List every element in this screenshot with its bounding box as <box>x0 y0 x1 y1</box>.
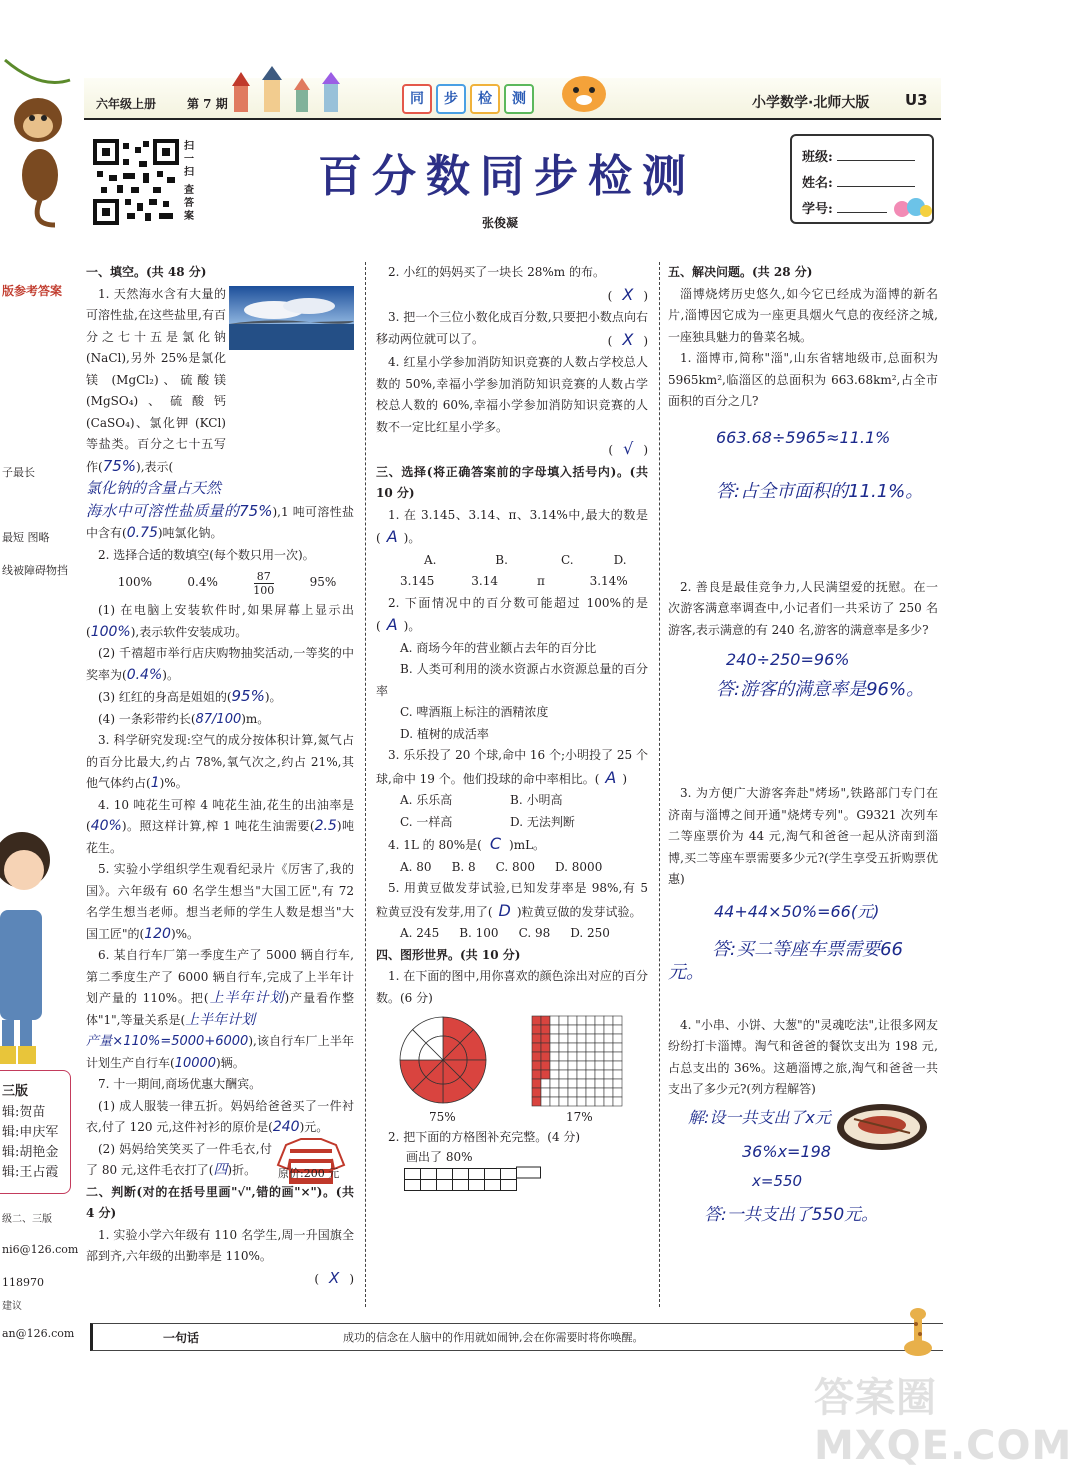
grid-cell <box>595 1052 604 1061</box>
cartoon-icon <box>892 194 932 220</box>
handwritten-answer: 答:游客的满意率是96%。 <box>716 679 925 700</box>
handwritten-answer: X <box>329 1268 340 1287</box>
choice-option: D. 植树的成活率 <box>400 726 489 741</box>
question-text: 3. 把一个三位小数化成百分数,只要把小数点向右移动两位就可以了。 <box>376 310 648 346</box>
handwritten-answer: 产量×110%=5000+6000 <box>86 1034 249 1049</box>
grid-cell <box>568 1043 577 1052</box>
grid-cell <box>613 1097 622 1106</box>
question-text: 1. 实验小学六年级有 110 名学生,周一升国旗全部到齐,六年级的出勤率是 110%。 <box>86 1227 354 1263</box>
handwritten-answer: 44+44×50%=66(元) <box>714 901 880 921</box>
strip-edition: 三版 <box>2 1084 29 1099</box>
grade-label: 六年级上册 <box>96 97 157 111</box>
grid-cell <box>550 1025 559 1034</box>
grid-cell <box>532 1061 541 1070</box>
grid-cell <box>586 1034 595 1043</box>
class-label: 班级: <box>802 150 833 165</box>
grid-cell <box>604 1016 613 1025</box>
grid-cell <box>532 1088 541 1097</box>
grid-cell <box>550 1079 559 1088</box>
choice-option: C. 啤酒瓶上标注的酒精浓度 <box>400 705 549 719</box>
problem-text: 1. 淄博市,简称"淄",山东省辖地级市,总面积为 5965km²,临淄区的总面积为 663.68km²,占全市面积的百分之几? <box>668 351 938 408</box>
grid-cell <box>532 1052 541 1061</box>
handwritten-answer: 答:占全市面积的11.1%。 <box>716 480 924 502</box>
grid-cell <box>532 1034 541 1043</box>
grid-cell <box>541 1061 550 1070</box>
grid-cell <box>550 1061 559 1070</box>
section-heading: 五、解决问题。(共 28 分) <box>668 265 813 279</box>
question-text: (3) 红红的身高是姐姐的(95%)。 <box>98 687 282 705</box>
grid-cell <box>595 1097 604 1106</box>
section-heading: 三、选择(将正确答案前的字母填入括号内)。(共 10 分) <box>376 464 648 500</box>
question-text: 1. 在 3.145、3.14、π、3.14%中,最大的数是( A )。 <box>376 507 648 546</box>
header-tile: 测 <box>504 84 534 114</box>
grid-cell <box>541 1052 550 1061</box>
issue-label: 第 7 期 <box>187 97 228 111</box>
choice-options: A. 245 B. 100 C. 98 D. 250 <box>400 926 610 940</box>
question-text: 1. 在下面的图中,用你喜欢的颜色涂出对应的百分数。(6 分) <box>376 969 648 1005</box>
grid-cell <box>604 1097 613 1106</box>
grid-cell <box>604 1061 613 1070</box>
choice-option: A. 商场今年的营业额占去年的百分比 <box>400 640 597 655</box>
grid-cell <box>613 1034 622 1043</box>
handwritten-answer: 663.68÷5965≈11.1% <box>716 427 891 447</box>
bbq-photo <box>836 1103 928 1151</box>
question-text: 3. 乐乐投了 20 个球,命中 16 个;小明投了 25 个球,命中 19 个。他们投球的命中率相比。( A ) <box>376 748 648 787</box>
strip-answers-title: 版参考答案 <box>2 284 63 298</box>
grid-cell <box>595 1016 604 1025</box>
grid-cell <box>568 1061 577 1070</box>
grid-cell <box>559 1061 568 1070</box>
handwritten-answer: 36%x=198 <box>742 1141 831 1161</box>
grid-cell <box>532 1016 541 1025</box>
grid-cell <box>613 1079 622 1088</box>
handwritten-answer: 10000 <box>174 1055 217 1071</box>
grid-cell <box>604 1043 613 1052</box>
grid-cell <box>541 1034 550 1043</box>
grid-cell <box>595 1079 604 1088</box>
figure-area <box>376 1009 648 1127</box>
grid-cell <box>541 1016 550 1025</box>
grid-cell <box>577 1097 586 1106</box>
grid-cell <box>604 1025 613 1034</box>
grid-cell <box>568 1034 577 1043</box>
handwritten-answer: 答:买二等座车票需要66元。 <box>668 938 903 983</box>
shaded-grid <box>531 1015 623 1107</box>
footer-label: 一句话 <box>163 1331 200 1345</box>
question-text: 4. 红星小学参加消防知识竞赛的人数占学校总人数的 50%,幸福小学参加消防知识竞赛的人数占学校总人数的 60%,幸福小学参加消防知识竞赛的人数不一定比红星小学多。 <box>376 355 648 434</box>
grid-cell <box>541 1097 550 1106</box>
grid-cell <box>550 1016 559 1025</box>
column-3 <box>668 262 938 1241</box>
intro-text: 淄博烧烤历史悠久,如今它已经成为淄博的新名片,淄博因它成为一座更具烟火气息的夜经济之城,一座独具魅力的鲁菜名城。 <box>668 286 938 344</box>
handwritten-answer: 答:一共支出了550元。 <box>704 1204 879 1225</box>
grid-cell <box>559 1070 568 1079</box>
monkey-illustration <box>0 60 78 230</box>
grid-cell <box>577 1079 586 1088</box>
grid-cell <box>532 1070 541 1079</box>
grid-cell <box>604 1052 613 1061</box>
footer-quote: 成功的信念在人脑中的作用就如闹钟,会在你需要时将你唤醒。 <box>343 1331 644 1344</box>
question-text: 4. 1L 的 80%是( C )mL。 <box>388 834 546 853</box>
header-tile: 步 <box>436 84 466 114</box>
question-text: 4. 10 吨花生可榨 4 吨花生油,花生的出油率是(40%)。照这样计算,榨 1 吨花生油需要(2.5)吨花生。 <box>86 797 354 855</box>
sweater-price: 原价:200 元 <box>278 1166 340 1180</box>
grid-drawing <box>404 1168 554 1192</box>
grid-cell <box>541 1043 550 1052</box>
grid-cell <box>586 1070 595 1079</box>
shaded-circle <box>398 1015 488 1105</box>
header-tile: 检 <box>470 84 500 114</box>
grid-cell <box>568 1079 577 1088</box>
problem-text: 2. 善良是最佳竞争力,人民满望爱的抚慰。在一次游客满意率调查中,小记者们一共采访了 250 名游客,表示满意的有 240 名,游客的满意率是多少? <box>668 579 938 637</box>
choice-options: A. 3.145 B. 3.14 C. π D. 3.14% <box>400 552 628 588</box>
strip-phone: 118970 <box>2 1276 44 1289</box>
question-text: (4) 一条彩带约长(87/100)m。 <box>98 711 270 727</box>
grid-cell <box>559 1052 568 1061</box>
handwritten-answer: 240÷250=96% <box>726 650 850 669</box>
grid-cell <box>613 1052 622 1061</box>
question-text: 1. 天然海水含有大量的可溶性盐,在这些盐里,有百分之七十五是氯化钠 (NaCl),另外 25%是氯化镁 (MgCl₂)、硫酸镁 (MgSO₄)、硫酸钙 (CaSO₄)、氯化钾 (KCl) 等盐类。百分之七十五写作(75%),表示( <box>86 286 226 475</box>
grid-cell <box>604 1088 613 1097</box>
grid-figure <box>376 1149 648 1193</box>
grid-cell <box>577 1043 586 1052</box>
handwritten-answer: 海水中可溶性盐质量的75% <box>86 501 273 520</box>
grid-cell <box>541 1070 550 1079</box>
grid-cell <box>595 1043 604 1052</box>
grid-cell <box>550 1070 559 1079</box>
grid-cell <box>604 1034 613 1043</box>
strip-text: 级二、三版 <box>2 1214 52 1225</box>
student-info-box <box>790 134 934 224</box>
grid-cell <box>559 1016 568 1025</box>
grid-cell <box>577 1016 586 1025</box>
strip-text: 最短 图略 <box>2 531 50 544</box>
grid-cell <box>550 1034 559 1043</box>
author: 张俊凝 <box>481 216 518 230</box>
grid-cell <box>559 1079 568 1088</box>
choice-options: A. 80 B. 8 C. 800 D. 8000 <box>400 859 603 874</box>
grid-cell <box>586 1025 595 1034</box>
grid-cell <box>613 1070 622 1079</box>
grid-cell <box>559 1034 568 1043</box>
question-text: 2. 把下面的方格图补充完整。(4 分) <box>388 1130 581 1144</box>
grid-cell <box>586 1079 595 1088</box>
grid-cell <box>532 1097 541 1106</box>
grid-cell <box>559 1088 568 1097</box>
grid-cell <box>532 1043 541 1052</box>
grid-cell <box>559 1025 568 1034</box>
grid-cell <box>595 1088 604 1097</box>
strip-editor: 辑:申庆军 <box>2 1125 59 1140</box>
strip-editor: 辑:胡艳金 <box>2 1145 59 1160</box>
grid-cell <box>541 1025 550 1034</box>
grid-cell <box>595 1070 604 1079</box>
sea-photo <box>229 286 354 350</box>
figure-label: 17% <box>566 1110 593 1124</box>
figure-label: 75% <box>429 1110 456 1124</box>
footer-bar <box>90 1323 943 1351</box>
grid-cell <box>559 1097 568 1106</box>
page-number: U3 <box>905 91 928 109</box>
section-heading: 四、图形世界。(共 10 分) <box>376 947 521 962</box>
problem-text: 4. "小串、小饼、大葱"的"灵魂吃法",让很多网友纷纷打卡淄博。淘气和爸爸的餐饮支出为 198 元,占总支出的 36%。这趟淄博之旅,淘气和爸爸一共支出了多少元?(列方程解答) <box>668 1017 938 1096</box>
grid-cell <box>568 1097 577 1106</box>
grid-cell <box>550 1052 559 1061</box>
question-text: 5. 用黄豆做发芽试验,已知发芽率是 98%,有 5 粒黄豆没有发芽,用了( D )粒黄豆做的发芽试验。 <box>376 881 648 920</box>
giraffe-illustration <box>898 1306 938 1358</box>
class-field[interactable] <box>837 160 915 161</box>
question-text: 2. 选择合适的数填空(每个数只用一次)。 <box>98 547 315 562</box>
grid-cell <box>577 1025 586 1034</box>
strip-text: 建议 <box>2 1301 22 1312</box>
handwritten-answer: 氯化钠的含量占天然 <box>86 479 222 497</box>
qr-caption: 查答案 <box>184 185 194 222</box>
question-text: 7. 十一期间,商场优惠大酬宾。 <box>98 1077 262 1091</box>
watermark: 答案圈 MXQE.COM <box>814 1375 1072 1469</box>
qr-code <box>93 139 179 225</box>
section-heading: 二、判断(对的在括号里画"√",错的画"×")。(共 4 分) <box>86 1184 354 1220</box>
girl-illustration <box>0 820 78 1070</box>
subject-label: 小学数学·北师大版 <box>752 95 870 111</box>
grid-cell <box>568 1070 577 1079</box>
handwritten-answer: 0.75 <box>126 525 158 541</box>
question-text: (1) 成人服装一律五折。妈妈给爸爸买了一件衬衣,付了 120 元,这件衬衫的原价是(240)元。 <box>86 1098 354 1135</box>
handwritten-answer: X <box>622 284 634 304</box>
header-tile: 同 <box>402 84 432 114</box>
tiger-illustration <box>554 70 614 116</box>
grid-cell <box>577 1052 586 1061</box>
grid-cell <box>559 1043 568 1052</box>
question-text: 2. 小红的妈妈买了一块长 28%m 的布。 <box>388 265 605 279</box>
grid-label: 画出了 80% <box>406 1149 473 1164</box>
handwritten-answer: x=550 <box>752 1171 803 1190</box>
answer-area <box>668 1101 938 1241</box>
choice-options: A. 乐乐高 B. 小明高 C. 一样高 D. 无法判断 <box>400 793 575 829</box>
grid-cell <box>613 1061 622 1070</box>
grid-cell <box>568 1088 577 1097</box>
qr-caption: 扫一扫 <box>184 141 194 178</box>
grid-cell <box>532 1079 541 1088</box>
grid-cell <box>613 1088 622 1097</box>
grid-cell <box>577 1088 586 1097</box>
grid-cell <box>586 1016 595 1025</box>
grid-cell <box>568 1052 577 1061</box>
grid-cell <box>550 1088 559 1097</box>
grid-cell <box>595 1034 604 1043</box>
grid-cell <box>568 1016 577 1025</box>
grid-cell <box>586 1043 595 1052</box>
column-2: 2. 小红的妈妈买了一块长 28%m 的布。 ( X ) 3. 把一个三位小数化成百分数,只要把小数点向右移动两位就可以了。 ( X ) 4. 红星小学参加消防知识竞赛的人数占学校总人数的 50%,幸福小学参加消防知识竞赛的人数占学校总人数的 60%,幸福小学参加消防知识竞赛的人数不一定比红星小学多。 ( √ ) 三、选择(将正确答案前的字母填入括号内)。(共 10 分) 1. 在 3.145、3.14、π、3.14%中,最大的数是( A )。 A. 3.145 B. 3.14 C. π D. 3.14% 2. 下面情况中的百分数可能超过 100%的是( A )。 A. 商场今年的营业额占去年的百分比 B. 人类可利用的淡水资源占水资源总量的百分率 C. 啤酒瓶上标注的酒精浓度 D. 植树的成活率 3. 乐乐投了 20 个球,命中 16 个;小明投了 25 个球,命中 19 个。他们投球的命中率相比。( A ) A. 乐乐高 B. 小明高 C. 一样高 D. 无法判断 4. 1L 的 80%是( C )mL。 A. 80 B. 8 C. 800 D. 8000 5. 用黄豆做发芽试验,已知发芽率是 98%,有 5 粒黄豆没有发芽,用了( D )粒黄豆做的发芽试验。 A. 245 B. 100 C. 98 D. 250 四、图形世界。(共 10 分) 1. 在下面的图中,用你喜欢的颜色涂出对应的百分数。(6 分) 75% 17% 2. 把下面的方格图补充完整。(4 分) 画出了 80% <box>376 262 648 1193</box>
strip-editor: 辑:王占霞 <box>2 1165 59 1180</box>
id-field[interactable] <box>837 212 887 213</box>
name-label: 姓名: <box>802 176 833 191</box>
question-text: (1) 在电脑上安装软件时,如果屏幕上显示出(100%),表示软件安装成功。 <box>86 603 354 640</box>
strip-text: 子最长 <box>2 466 35 479</box>
column-divider <box>659 262 660 1307</box>
castle-illustration <box>224 72 384 114</box>
grid-cell <box>568 1025 577 1034</box>
grid-cell <box>613 1043 622 1052</box>
question-text: (2) 妈妈给笑笑买了一件毛衣,付了 80 元,这件毛衣打了(四)折。 <box>86 1141 272 1178</box>
question-text: (2) 千禧超市举行店庆购物抽奖活动,一等奖的中奖率为(0.4%)。 <box>86 646 354 683</box>
grid-cell <box>586 1061 595 1070</box>
strip-editor: 辑:贺苗 <box>2 1105 46 1120</box>
id-label: 学号: <box>802 202 833 217</box>
grid-cell <box>532 1025 541 1034</box>
question-text: 3. 科学研究发现:空气的成分按体积计算,氮气占的百分比最大,约占 78%,氧气次之,约占 21%,其他气体约占(1)%。 <box>86 733 354 791</box>
handwritten-answer: X <box>622 329 634 349</box>
handwritten-answer: 解:设一共支出了x元 <box>688 1107 831 1127</box>
section-heading: 一、填空。(共 48 分) <box>86 265 207 279</box>
question-text: 2. 下面情况中的百分数可能超过 100%的是( A )。 <box>376 595 648 634</box>
name-field[interactable] <box>837 186 915 187</box>
page-title: 百分数同步检测 <box>318 151 696 202</box>
column-1: 一、填空。(共 48 分) 1. 天然海水含有大量的可溶性盐,在这些盐里,有百分之七十五是氯化钠 (NaCl),另外 25%是氯化镁 (MgCl₂)、硫酸镁 (MgSO₄)、硫酸钙 (CaSO₄)、氯化钾 (KCl) 等盐类。百分之七十五写作(75%),表示( 氯化钠的含量占天然 海水中可溶性盐质量的75%),1 吨可溶性盐中含有(0.75)吨氯化钠。 2. 选择合适的数填空(每个数只用一次)。 100% 0.4% 87 100 95% (1) 在电脑上安装软件时,如果屏幕上显示出(100%),表示软件安装成功。 (2) 千禧超市举行店庆购物抽奖活动,一等奖的中奖率为(0.4%)。 (3) 红红的身高是姐姐的(95%)。 (4) 一条彩带约长(87/100)m。 3. 科学研究发现:空气的成分按体积计算,氮气占的百分比最大,约占 78%,氧气次之,约占 21%,其他气体约占(1)%。 4. 10 吨花生可榨 4 吨花生油,花生的出油率是(40%)。照这样计算,榨 1 吨花生油需要(2.5)吨花生。 5. 实验小学组织学生观看纪录片《厉害了,我的国》。六年级有 60 名学生想当"大国工匠",有 72 名学生想当老师。想当老师的学生人数是想当"大国工匠"的(120)%。 6. 某自行车厂第一季度生产了 5000 辆自行车,第二季度生产了 6000 辆自行车,完成了上半年计划产量的 110%。把(上半年计划)产量看作整体"1",等量关系是(上半年计划 产量×110%=5000+6000),该自行车厂上半年计划生产自行车(10000)辆。 7. 十一期间,商场优惠大酬宾。 (1) 成人服装一律五折。妈妈给爸爸买了一件衬衣,付了 120 元,这件衬衫的原价是(240)元。 (2) 妈妈给笑笑买了一件毛衣,付了 80 元,这件毛衣打了(四)折。 原价:200 元 二、判断(对的在括号里画"√",错的画"×")。(共 4 分) 1. 实验小学六年级有 110 名学生,周一升国旗全部到齐,六年级的出勤率是 110%。 ( X ) <box>86 262 354 1290</box>
problem-text: 3. 为方便广大游客奔赴"烤场",铁路部门专门在济南与淄博之间开通"烧烤专列"。G9321 次列车二等座票价为 44 元,淘气和爸爸一起从济南到淄博,买二等座车票需要多少元?(学生享受五折购票优惠) <box>668 786 938 886</box>
grid-cell <box>604 1070 613 1079</box>
strip-email: an@126.com <box>2 1327 75 1340</box>
number-options: 100% 0.4% 87 100 95% <box>117 569 337 597</box>
strip-email: ni6@126.com <box>2 1243 79 1256</box>
grid-cell <box>613 1016 622 1025</box>
handwritten-answer: √ <box>623 439 634 458</box>
grid-cell <box>541 1079 550 1088</box>
grid-cell <box>604 1079 613 1088</box>
grid-cell <box>586 1097 595 1106</box>
question-text: 6. 某自行车厂第一季度生产了 5000 辆自行车,第二季度生产了 6000 辆自行车,完成了上半年计划产量的 110%。把(上半年计划)产量看作整体"1",等量关系是(上半年计划 <box>86 948 354 1028</box>
strip-text: 线被障碍物挡 <box>2 564 68 577</box>
column-divider <box>365 262 366 1307</box>
grid-cell <box>595 1061 604 1070</box>
grid-cell <box>550 1097 559 1106</box>
choice-option: B. 人类可利用的淡水资源占水资源总量的百分率 <box>376 662 648 698</box>
left-strip <box>0 0 78 1431</box>
grid-cell <box>577 1070 586 1079</box>
grid-cell <box>586 1088 595 1097</box>
grid-cell <box>586 1052 595 1061</box>
grid-cell <box>550 1043 559 1052</box>
grid-cell <box>577 1034 586 1043</box>
grid-cell <box>541 1088 550 1097</box>
grid-cell <box>577 1061 586 1070</box>
question-text: 5. 实验小学组织学生观看纪录片《厉害了,我的国》。六年级有 60 名学生想当"大国工匠",有 72 名学生想当老师。想当老师的学生人数是想当"大国工匠"的(120)%。 <box>86 862 354 942</box>
grid-cell <box>613 1025 622 1034</box>
grid-cell <box>595 1025 604 1034</box>
